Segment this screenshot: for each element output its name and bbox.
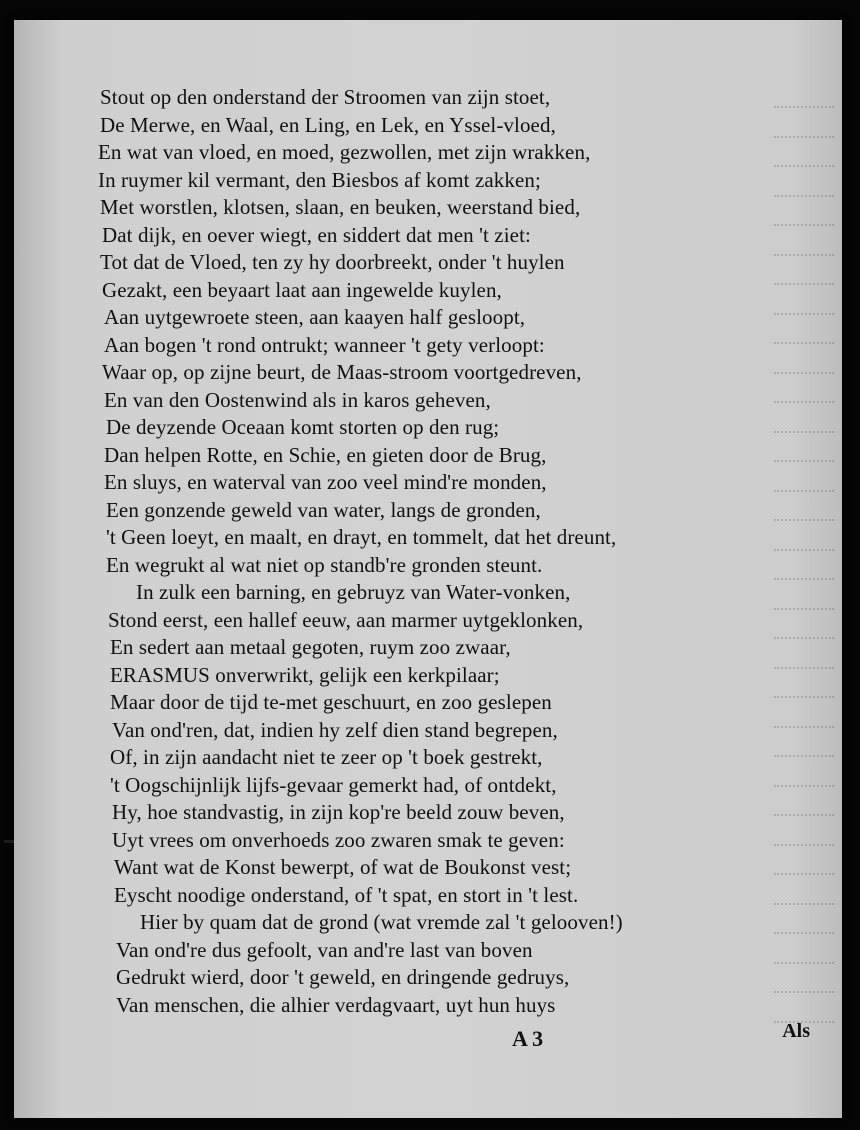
catchword: Als [782,1020,810,1042]
poem-line: Van ond'ren, dat, indien hy zelf dien stand begrepen, [112,717,558,742]
poem-line: En sluys, en waterval van zoo veel mind're monden, [104,470,547,494]
poem-line: In zulk een barning, en gebruyz van Water-vonken, [136,580,571,604]
poem-line: In ruymer kil vermant, den Biesbos af komt zakken; [98,167,541,192]
poem-line: ERASMUS onverwrikt, gelijk een kerkpilaar; [110,662,500,687]
poem-line: Dat dijk, en oever wiegt, en siddert dat men 't ziet: [102,222,531,247]
poem-line: Uyt vrees om onverhoeds zoo zwaren smak te geven: [112,827,565,852]
poem-line: De Merwe, en Waal, en Ling, en Lek, en Yssel-vloed, [100,112,556,137]
poem-line: Hy, hoe standvastig, in zijn kop're beeld zouw beven, [112,800,565,824]
poem-line: En van den Oostenwind als in karos geheven, [104,387,491,412]
poem-line: Dan helpen Rotte, en Schie, en gieten door de Brug, [104,442,547,467]
poem-text [86,84,806,1019]
poem-line: En wegrukt al wat niet op standb're gronden steunt. [106,552,543,577]
poem-line: Aan bogen 't rond ontrukt; wanneer 't gety verloopt: [104,332,545,357]
poem-line: 't Oogschijnlijk lijfs-gevaar gemerkt had, of ontdekt, [110,772,557,797]
poem-line: En sedert aan metaal gegoten, ruym zoo zwaar, [110,635,511,659]
poem-line: Stout op den onderstand der Stroomen van zijn stoet, [100,85,551,109]
book-page [14,20,842,1118]
poem-line: Een gonzende geweld van water, langs de gronden, [106,497,541,522]
poem-line: En wat van vloed, en moed, gezwollen, met zijn wrakken, [98,140,591,164]
poem-line: Aan uytgewroete steen, aan kaayen half gesloopt, [104,305,526,329]
poem-line: Want wat de Konst bewerpt, of wat de Boukonst vest; [114,855,572,879]
poem-line: 't Geen loeyt, en maalt, en drayt, en tommelt, dat het dreunt, [106,525,617,549]
poem-line: Maar door de tijd te-met geschuurt, en zoo geslepen [110,690,552,714]
poem-line: Waar op, op zijne beurt, de Maas-stroom voortgedreven, [102,360,582,384]
poem-line: Eyscht noodige onderstand, of 't spat, en stort in 't lest. [114,882,579,907]
poem-line: Van menschen, die alhier verdagvaart, uyt hun huys [116,992,556,1017]
poem-line: Met worstlen, klotsen, slaan, en beuken, weerstand bied, [100,195,581,219]
poem-line: De deyzende Oceaan komt storten op den rug; [106,415,500,439]
poem-line: Gezakt, een beyaart laat aan ingewelde kuylen, [102,277,502,302]
poem-line: Stond eerst, een hallef eeuw, aan marmer uytgeklonken, [108,607,584,632]
poem-line: Van ond're dus gefoolt, van and're last van boven [116,937,533,962]
binding-mark [4,840,14,843]
poem-line: Tot dat de Vloed, ten zy hy doorbreekt, onder 't huylen [100,250,565,274]
signature-mark: A 3 [512,1026,544,1051]
poem-line: Gedrukt wierd, door 't geweld, en dringende gedruys, [116,965,570,989]
poem-line: Hier by quam dat de grond (wat vremde zal 't gelooven!) [140,910,623,934]
poem-line: Of, in zijn aandacht niet te zeer op 't boek gestrekt, [110,745,543,769]
